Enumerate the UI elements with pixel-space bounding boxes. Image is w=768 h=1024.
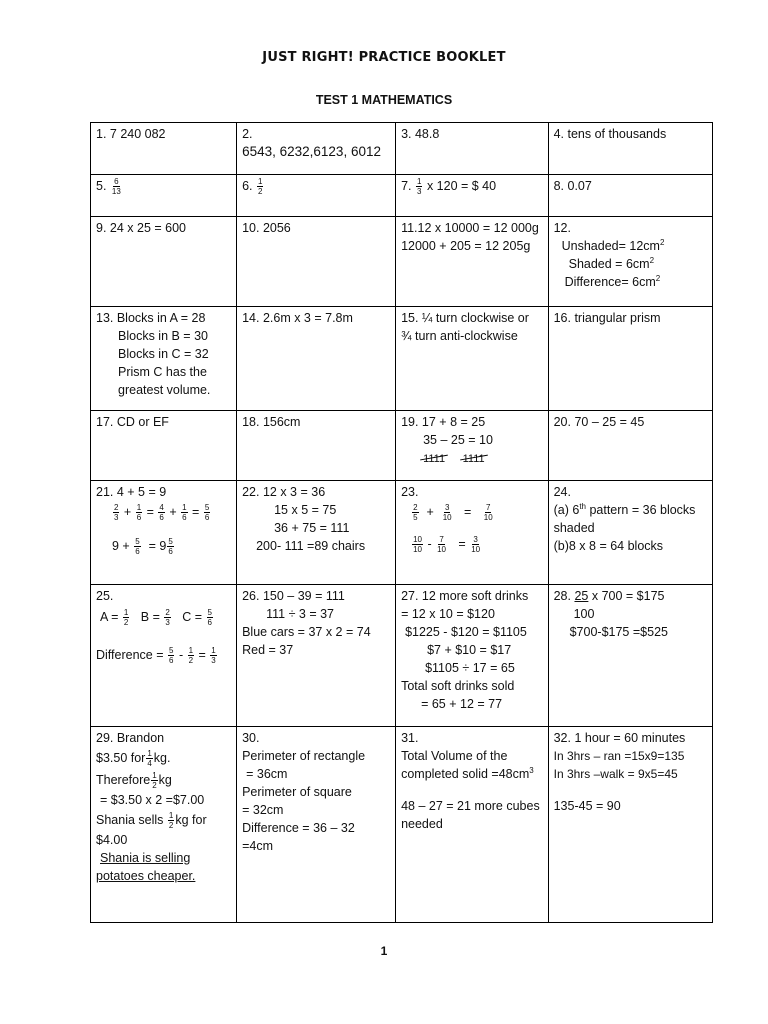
table-row	[91, 481, 713, 585]
answer-cell-11: 11.12 x 10000 = 12 000g 12000 + 205 = 12 205g	[396, 217, 549, 307]
answer-cell-17: 17. CD or EF	[91, 411, 237, 481]
answer-cell-26: 26. 150 – 39 = 111 111 ÷ 3 = 37 Blue cars = 37 x 2 = 74 Red = 37	[237, 585, 396, 727]
answer-cell-14: 14. 2.6m x 3 = 7.8m	[237, 307, 396, 411]
answer-cell-3: 3. 48.8	[396, 123, 549, 175]
tally-marks: 1111	[463, 450, 485, 468]
answer-cell-16: 16. triangular prism	[548, 307, 712, 411]
answer-cell-28: 28. 25 x 700 = $175 100 $700-$175 =$525	[548, 585, 712, 727]
table-row	[91, 411, 713, 481]
answer-cell-19: 19. 17 + 8 = 25 35 – 25 = 10 1111 1111	[396, 411, 549, 481]
answer-cell-22: 22. 12 x 3 = 36 15 x 5 = 75 36 + 75 = 111 200- 111 =89 chairs	[237, 481, 396, 585]
answer-cell-2: 2. 6543, 6232,6123, 6012	[237, 123, 396, 175]
table-row	[91, 217, 713, 307]
answer-cell-12: 12. Unshaded= $12cm^2$ Shaded = $6cm^2$ Difference= $6cm^2$	[548, 217, 712, 307]
answer-cell-29: 29. Brandon $3.50 for $\frac{1}{4}$ kg. Therefore $\frac{1}{2}$ kg = $3.50 x 2 =$7.00 Shania sells $\frac{1}{2}$ kg for $4.00 Shania is selling potatoes cheaper.	[91, 727, 237, 923]
tally-marks: 1111	[423, 450, 445, 468]
booklet-title: JUST RIGHT! PRACTICE BOOKLET	[262, 50, 506, 65]
answer-cell-4: 4. tens of thousands	[548, 123, 712, 175]
answer-cell-24: 24. (a) 6th pattern = 36 blocks shaded (b)8 x 8 = 64 blocks	[548, 481, 712, 585]
table-row	[91, 307, 713, 411]
page-number: 1	[380, 944, 388, 958]
answer-cell-10: 10. 2056	[237, 217, 396, 307]
answer-cell-15: 15. ¼ turn clockwise or ¾ turn anti-clockwise	[396, 307, 549, 411]
answer-cell-5: 5. $\frac{6}{13}$	[91, 175, 237, 217]
answer-table	[90, 122, 713, 923]
answer-cell-20: 20. 70 – 25 = 45	[548, 411, 712, 481]
table-row	[91, 175, 713, 217]
table-row	[91, 585, 713, 727]
answer-cell-8: 8. 0.07	[548, 175, 712, 217]
answer-cell-6: 6. $\frac{1}{2}$	[237, 175, 396, 217]
answer-cell-23: 23. $\frac{2}{5}$ + $\frac{3}{10}$ = $\frac{7}{10}$ $\frac{10}{10}$ - $\frac{7}{10}$ = $\frac{3}{10}$	[396, 481, 549, 585]
answer-cell-1: 1. 7 240 082	[91, 123, 237, 175]
answer-cell-32: 32. 1 hour = 60 minutes In 3hrs – ran =15x9=135 In 3hrs –walk = 9x5=45 135-45 = 90	[548, 727, 712, 923]
test-title: TEST 1 MATHEMATICS	[315, 93, 453, 107]
answer-cell-31: 31. Total Volume of the completed solid $=48cm^3$ 48 – 27 = 21 more cubes needed	[396, 727, 549, 923]
answer-cell-18: 18. 156cm	[237, 411, 396, 481]
answer-cell-27: 27. 12 more soft drinks = 12 x 10 = $120 $1225 - $120 = $1105 $7 + $10 = $17 $1105 ÷ 17 = 65 Total soft drinks sold = 65 + 12 = 77	[396, 585, 549, 727]
answer-cell-13: 13. Blocks in A = 28 Blocks in B = 30 Blocks in C = 32 Prism C has the greatest volume.	[91, 307, 237, 411]
answer-cell-9: 9. 24 x 25 = 600	[91, 217, 237, 307]
answer-cell-7: 7. $\frac{1}{3}$ x 120 = $ 40	[396, 175, 549, 217]
table-row	[91, 727, 713, 923]
answer-cell-25: 25. A = $\frac{1}{2}$ B = $\frac{2}{3}$ C = $\frac{5}{6}$ Difference = $\frac{5}{6}$ - $\frac{1}{2}$ = $\frac{1}{3}$	[91, 585, 237, 727]
answer-cell-21: 21. 4 + 5 = 9 $\frac{2}{3}$ + $\frac{1}{6}$ = $\frac{4}{6}$ + $\frac{1}{6}$ = $\frac{5}{6}$ 9 + $\frac{5}{6}$ = 9 $\frac{5}{6}$	[91, 481, 237, 585]
answer-cell-30: 30. Perimeter of rectangle = 36cm Perimeter of square = 32cm Difference = 36 – 32 =4cm	[237, 727, 396, 923]
table-row	[91, 123, 713, 175]
